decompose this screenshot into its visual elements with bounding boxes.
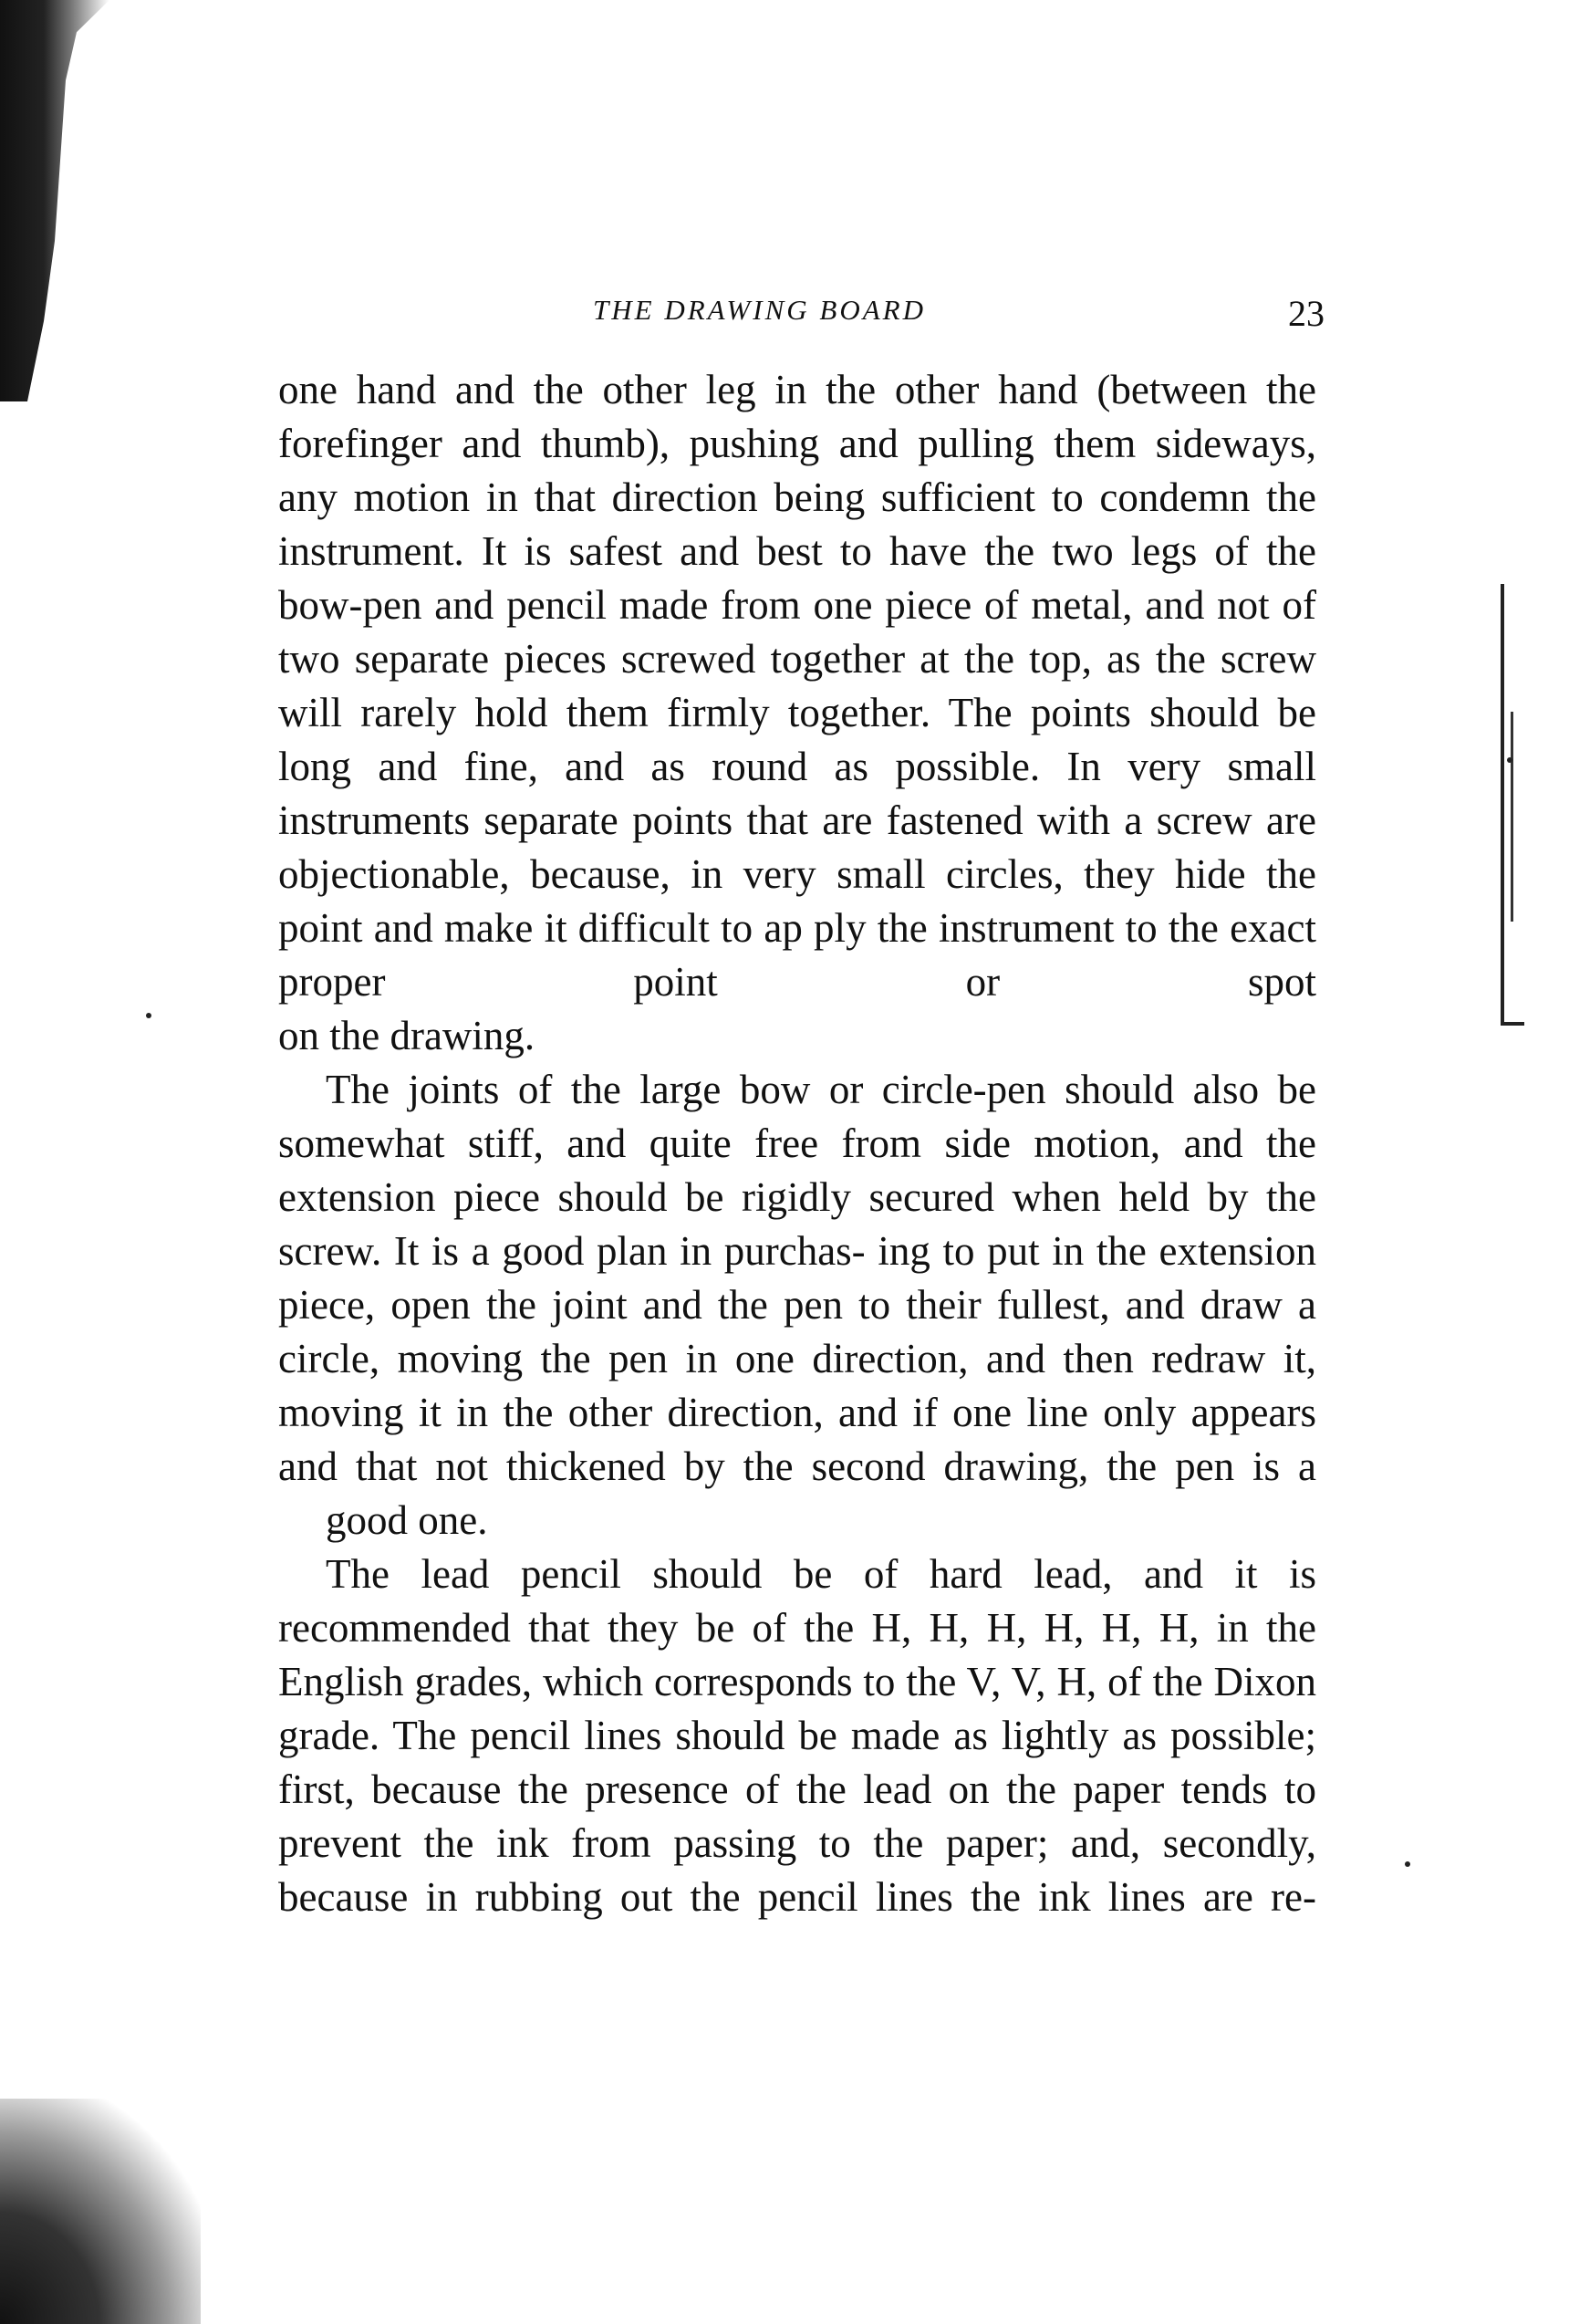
paragraph-2-last-line: good one. [326,1497,488,1543]
running-head: THE DRAWING BOARD [593,294,926,326]
scan-speck [146,1013,151,1018]
page-number: 23 [1288,293,1325,334]
paragraph-3-body: The lead pencil should be of hard lead, and it is recommended that they be of the H, H, H, H, H, H, in the English grades, which corresponds to the V, V, H, of the Dixon grade. The pencil lines should be made as lightly as possible; first, because the presence of the lead on the paper tends to prevent the ink from passing to the paper; and, secondly, because in rubbing out the pencil lines the ink lines are re- [278,1551,1316,1920]
paragraph-3 [278,1548,1316,1924]
paragraph-2 [278,1063,1316,1548]
body-text [278,363,1316,1924]
paragraph-2-body: The joints of the large bow or circle-pen should also be somewhat stiff, and quite free from side motion, and the extension piece should be rigidly secured when held by the screw. It is a good plan in purchas- ing to put in the extension piece, open the joint and the pen to their fullest, and draw a circle, moving the pen in one direction, and then redraw it, moving it in the other direction, and if one line only appears and that not thickened by the second drawing, the pen is a [278,1067,1316,1489]
scan-shadow-top-left [0,0,109,401]
scan-mark-right-inner [1511,712,1521,922]
paragraph-1 [278,363,1316,1063]
scan-speck [1405,1861,1410,1867]
scan-speck [1507,757,1512,763]
paragraph-1-body: one hand and the other leg in the other hand (between the forefinger and thumb), pushing and pulling them sideways, any motion in that direction being sufficient to condemn the instrument. It is safest and best to have the two legs of the bow-pen and pencil made from one piece of metal, and not of two separate pieces screwed together at the top, as the screw will rarely hold them firmly together. The points should be long and fine, and as round as possible. In very small instruments separate points that are fastened with a screw are objectionable, because, in very small circles, they hide the point and make it difficult to ap ply the instrument to the exact proper point or spot [278,367,1316,1005]
paragraph-1-last-line: on the drawing. [278,1013,535,1058]
scan-shadow-bottom-left [0,2099,201,2324]
